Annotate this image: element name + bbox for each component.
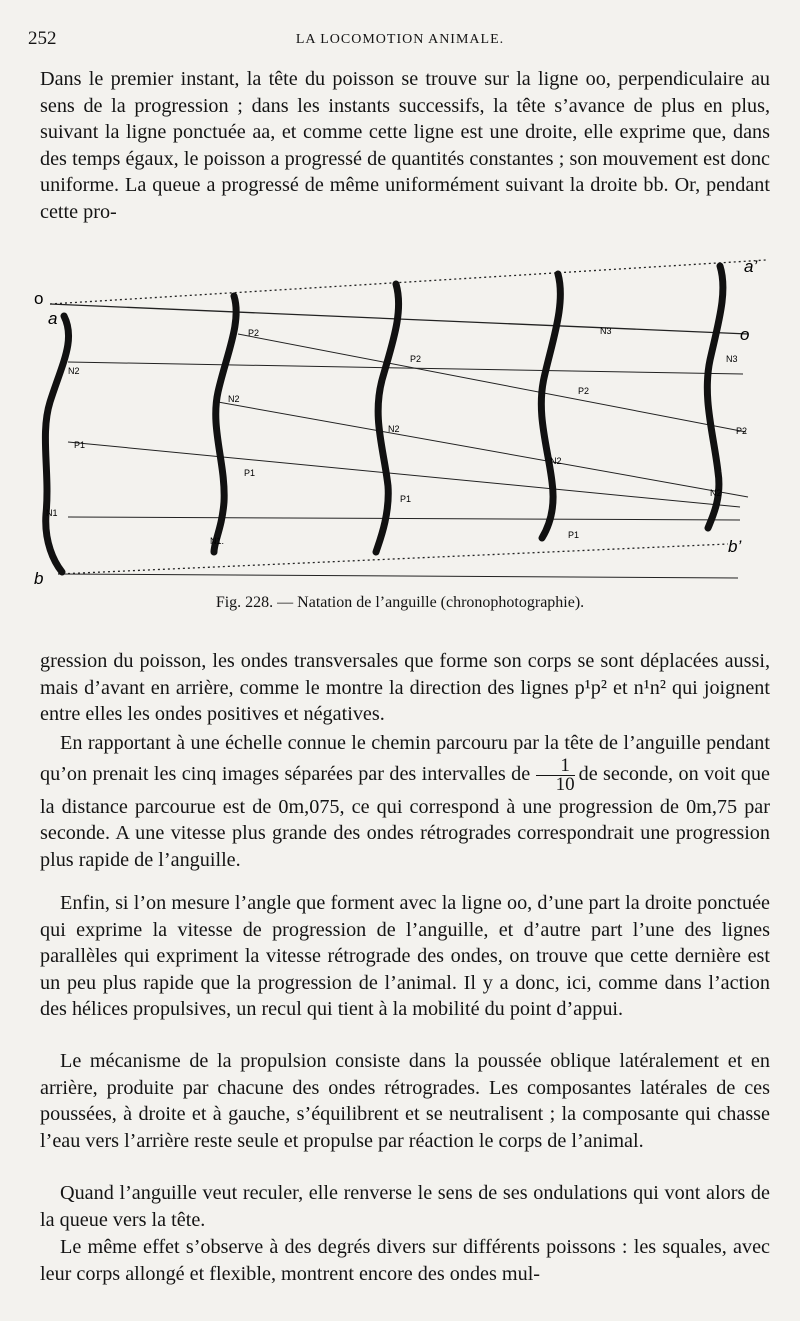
fraction-one-tenth <box>536 754 575 795</box>
label-b-right: b’ <box>728 537 742 556</box>
fish2-n2: N2 <box>228 394 240 404</box>
fish4-n3: N3 <box>600 326 612 336</box>
label-o-left: o <box>34 289 44 308</box>
paragraph-3 <box>40 730 770 873</box>
label-a-right: a’ <box>744 257 758 276</box>
paragraph-7: Le même effet s’observe à des degrés divers sur différents poissons : les squales, avec leur corps allongé et flexible, montrent encore des ondes mul- <box>40 1236 770 1285</box>
label-o-right: o <box>740 325 750 344</box>
wave-line <box>238 334 746 432</box>
paragraph-3-end: de seconde, on voit que la distance parcourue est de 0m,075, ce qui correspond à une progression de 0m,75 par seconde. A une vitesse plus grande des ondes rétrogrades correspondrait une progression plus rapide de l’anguille. <box>40 762 771 871</box>
figure-caption: Fig. 228. — Natation de l’anguille (chronophotographie). <box>215 594 585 611</box>
paragraph-4: Enfin, si l’on mesure l’angle que forment avec la ligne oo, d’une part la droite ponctuée qui exprime la vitesse de progression de l’anguille, et d’autre part l’une des lignes parallèles qui expriment la vitesse rétrograde des ondes, on trouve que cette dernière est un peu plus rapide que la progression de l’animal. Il y a donc, ici, comme dans l’action des hélices propulsives, un recul qui tient à la mobilité du point d’appui. <box>40 892 770 1021</box>
fish1-n2: N2 <box>68 366 80 376</box>
fish5-n3: N3 <box>726 354 738 364</box>
fish4-p1: P1 <box>568 530 580 540</box>
head-trajectory-line <box>50 260 766 304</box>
fish4-n2: N2 <box>550 456 562 466</box>
fish3-n2: N2 <box>388 424 400 434</box>
label-a-left: a <box>48 309 58 328</box>
fraction-denominator: 10 <box>555 773 575 795</box>
tail-trajectory-line <box>58 544 728 574</box>
eel-4 <box>541 274 560 538</box>
fraction-numerator: 1 <box>536 757 575 776</box>
wave-line <box>58 574 738 578</box>
paragraph-3-start: En rapportant à une échelle connue le chemin parcouru par la tête de l’anguille pendant qu’on prenait les cinq images séparées par des intervalles de <box>40 732 770 785</box>
eel-3 <box>376 284 399 552</box>
paragraph-6: Quand l’anguille veut reculer, elle renverse le sens de ses ondulations qui vont alors de la queue vers la tête. <box>40 1182 770 1231</box>
fish3-p1: P1 <box>400 494 412 504</box>
paragraph-5: Le mécanisme de la propulsion consiste dans la poussée oblique latéralement et en arrière, produite par chacune des ondes rétrogrades. Les composantes latérales de ces poussées, à droite et à gauche, s’équilibrent et se neutralisent ; la composante qui chasse l’eau vers l’arrière reste seule et propulse par réaction le corps de l’animal. <box>40 1050 770 1152</box>
fish2-n1: N1. <box>210 536 225 546</box>
page-number: 252 <box>28 28 57 49</box>
figure-eel-swimming <box>28 252 768 592</box>
fish2-p1: P1 <box>244 468 256 478</box>
page-header <box>28 28 772 52</box>
paragraph-1: Dans le premier instant, la tête du poisson se trouve sur la ligne oo, perpendiculaire au sens de la progression ; dans les instants successifs, la tête s’avance de plus en plus, suivant la ligne ponctuée aa, et comme cette ligne est une droite, elle exprime que, dans des temps égaux, le poisson a progressé de quantités constantes ; son mouvement est donc uniforme. La queue a progressé de même uniformément suivant la droite bb. Or, pendant cette pro- <box>40 68 770 223</box>
label-b-left: b <box>34 569 44 588</box>
running-head: LA LOCOMOTION ANIMALE. <box>295 32 505 47</box>
fish3-p2: P2 <box>410 354 422 364</box>
wave-line <box>218 402 748 497</box>
eel-2 <box>214 296 236 552</box>
fish5-n2: N2 <box>710 488 722 498</box>
fish5-p2: P2 <box>736 426 748 436</box>
eel-chronophotograph <box>28 252 768 592</box>
wave-line <box>68 517 740 520</box>
wave-line <box>68 362 743 374</box>
eel-1 <box>45 316 68 572</box>
fish1-p1: P1 <box>74 440 86 450</box>
paragraph-2: gression du poisson, les ondes transversales que forme son corps se sont déplacées aussi, mais d’avant en arrière, comme le montre la direction des lignes p¹p² et n¹n² qui joignent entre elles les ondes positives et négatives. <box>40 650 770 726</box>
fish1-n1: N1 <box>46 508 58 518</box>
fish2-p2: P2 <box>248 328 260 338</box>
fish4-p2: P2 <box>578 386 590 396</box>
